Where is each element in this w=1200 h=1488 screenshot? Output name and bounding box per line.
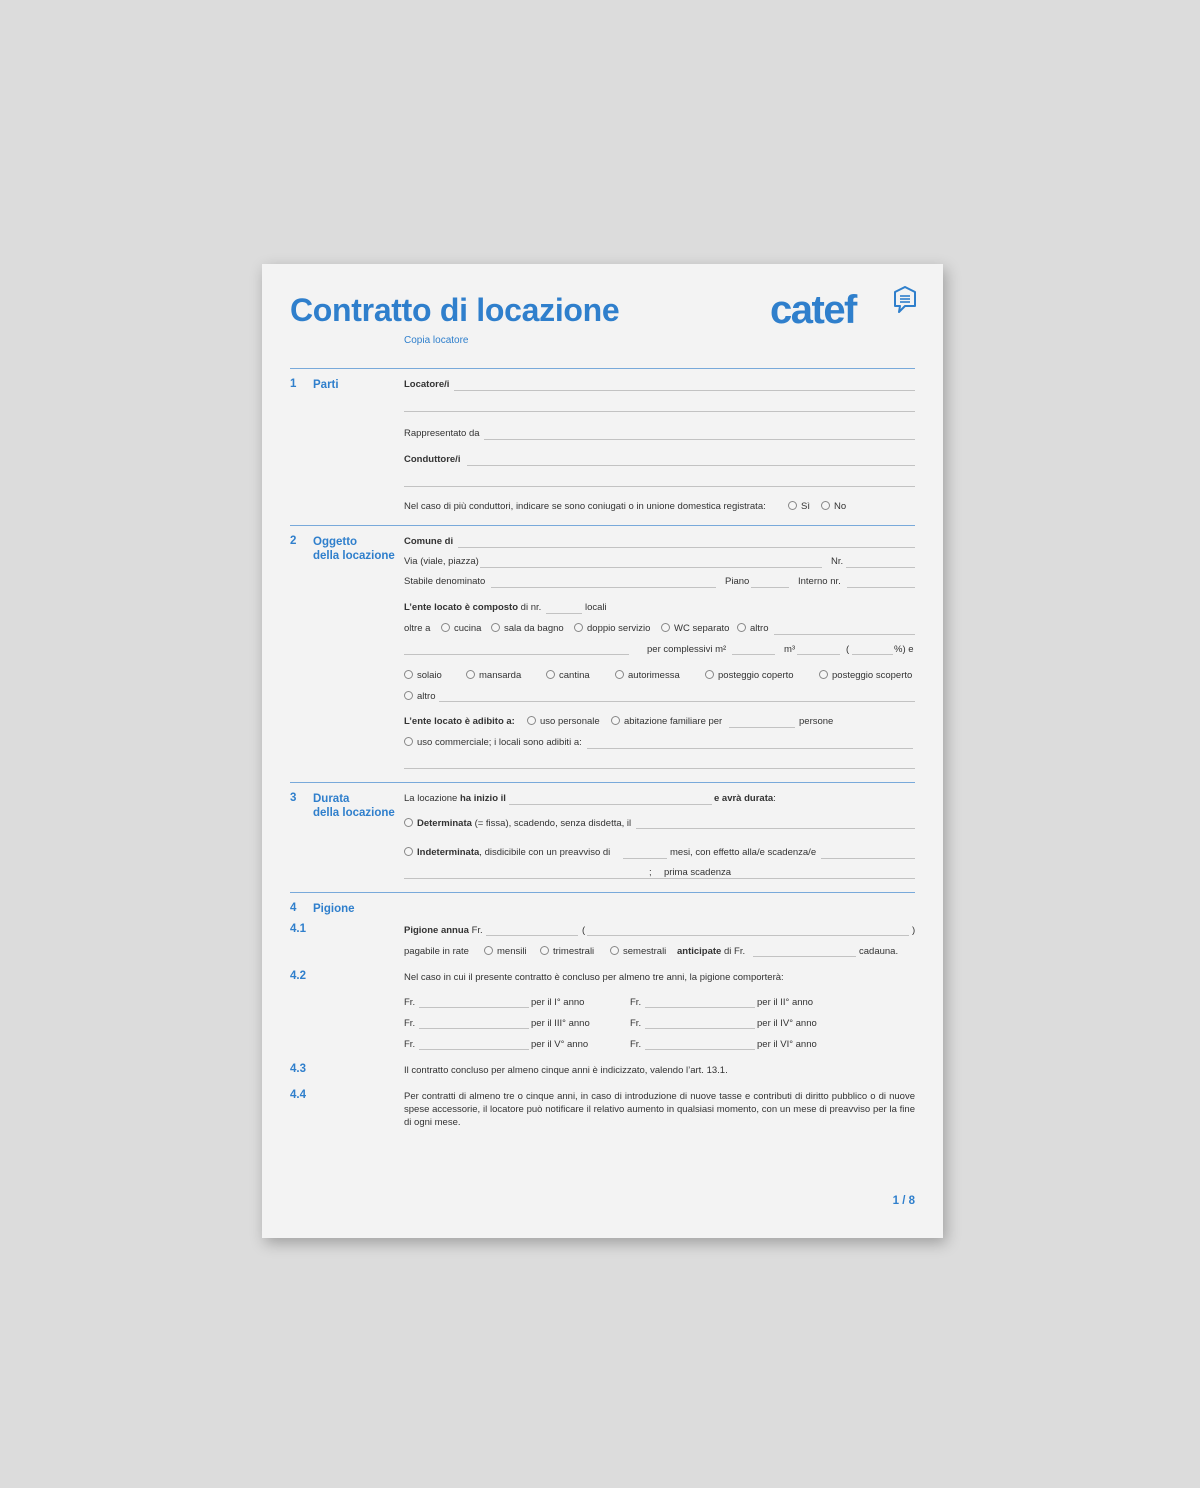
option-label: altro bbox=[750, 623, 769, 634]
comune-field[interactable] bbox=[458, 547, 915, 548]
logo-text: catef bbox=[770, 288, 856, 332]
per-complessivi-label: per complessivi m² bbox=[647, 644, 727, 655]
page-subtitle: Copia locatore bbox=[404, 335, 469, 346]
stabile-label: Stabile denominato bbox=[404, 576, 486, 587]
inizio-field[interactable] bbox=[509, 804, 712, 805]
determinata-bold: Determinata bbox=[417, 818, 472, 829]
fr-label: Fr. bbox=[630, 997, 642, 1008]
option-altro-2[interactable] bbox=[404, 691, 435, 702]
section-title-line: Durata bbox=[313, 793, 350, 805]
stabile-field[interactable] bbox=[491, 587, 716, 588]
year6-field[interactable] bbox=[645, 1049, 755, 1050]
option-label: solaio bbox=[417, 670, 442, 681]
paren-open: ( bbox=[846, 644, 850, 655]
catef-logo bbox=[770, 288, 920, 332]
inizio-bold: ha inizio il bbox=[460, 793, 506, 804]
percent-field[interactable] bbox=[852, 654, 893, 655]
interno-field[interactable] bbox=[847, 587, 915, 588]
radio-circle-icon bbox=[615, 670, 624, 679]
option-mensili[interactable] bbox=[484, 946, 527, 957]
radio-circle-icon bbox=[484, 946, 493, 955]
nr-label: Nr. bbox=[831, 556, 844, 567]
radio-circle-icon bbox=[491, 623, 500, 632]
radio-circle-icon bbox=[404, 847, 413, 856]
interno-label: Interno nr. bbox=[798, 576, 841, 587]
year-label: per il II° anno bbox=[757, 997, 814, 1008]
section-title-line: Oggetto bbox=[313, 536, 358, 548]
radio-circle-icon bbox=[540, 946, 549, 955]
radio-circle-icon bbox=[610, 946, 619, 955]
divider bbox=[290, 525, 915, 526]
durata-label bbox=[714, 793, 776, 804]
rooms-extra-field[interactable] bbox=[404, 654, 629, 655]
subsection-number: 4.1 bbox=[290, 923, 306, 935]
section-title-line: della locazione bbox=[313, 550, 395, 562]
option-label: posteggio scoperto bbox=[832, 670, 913, 681]
option-abitazione-familiare[interactable] bbox=[611, 716, 722, 727]
radio-circle-icon bbox=[527, 716, 536, 725]
text-4-3: Il contratto concluso per almeno cinque anni è indicizzato, valendo l’art. 13.1. bbox=[404, 1065, 728, 1076]
fr-label: Fr. bbox=[404, 1018, 416, 1029]
radio-circle-icon bbox=[611, 716, 620, 725]
via-field[interactable] bbox=[480, 567, 822, 568]
cadauna-label: cadauna. bbox=[859, 946, 899, 957]
paren-close: ) bbox=[912, 925, 916, 936]
year3-field[interactable] bbox=[419, 1028, 529, 1029]
option-label: doppio servizio bbox=[587, 623, 651, 634]
option-label: semestrali bbox=[623, 946, 667, 957]
radio-circle-icon bbox=[821, 501, 830, 510]
radio-circle-icon bbox=[788, 501, 797, 510]
section-number: 1 bbox=[290, 378, 297, 390]
year4-field[interactable] bbox=[645, 1028, 755, 1029]
rata-field[interactable] bbox=[753, 956, 856, 957]
speech-bubble-icon bbox=[892, 286, 918, 316]
section-number: 3 bbox=[290, 792, 297, 804]
year-label: per il V° anno bbox=[531, 1039, 589, 1050]
uso-commerciale-field[interactable] bbox=[587, 748, 913, 749]
option-uso-commerciale[interactable] bbox=[404, 737, 582, 748]
option-label: posteggio coperto bbox=[718, 670, 794, 681]
durata-colon: : bbox=[773, 793, 776, 804]
pigione-annua-label bbox=[404, 925, 483, 936]
option-altro[interactable] bbox=[737, 623, 768, 634]
pigione-annua-words-field[interactable] bbox=[587, 935, 909, 936]
nel-caso-text: Nel caso in cui il presente contratto è concluso per almeno tre anni, la pigione comporterà: bbox=[404, 972, 784, 983]
contract-page bbox=[262, 264, 943, 1238]
option-wc-separato[interactable] bbox=[661, 623, 729, 634]
rappresentato-label: Rappresentato da bbox=[404, 428, 480, 439]
subsection-number: 4.2 bbox=[290, 970, 306, 982]
conduttore-field[interactable] bbox=[467, 465, 915, 466]
year-label: per il I° anno bbox=[531, 997, 585, 1008]
option-label: mansarda bbox=[479, 670, 522, 681]
year-label: per il III° anno bbox=[531, 1018, 590, 1029]
locatore-field[interactable] bbox=[454, 390, 915, 391]
piano-field[interactable] bbox=[751, 587, 789, 588]
paren-open: ( bbox=[582, 925, 586, 936]
m3-field[interactable] bbox=[797, 654, 840, 655]
option-label: sala da bagno bbox=[504, 623, 564, 634]
option-posteggio-coperto[interactable] bbox=[705, 670, 794, 681]
section-title-line: della locazione bbox=[313, 807, 395, 819]
subsection-number: 4.4 bbox=[290, 1089, 306, 1101]
radio-circle-icon bbox=[404, 818, 413, 827]
divider bbox=[290, 782, 915, 783]
section-title-pigione: Pigione bbox=[313, 903, 355, 915]
coniugati-question: Nel caso di più conduttori, indicare se sono coniugati o in unione domestica registrata: bbox=[404, 501, 766, 512]
via-label: Via (viale, piazza) bbox=[404, 556, 479, 567]
indeterminata-rest: , disdicibile con un preavviso di bbox=[479, 847, 611, 858]
radio-circle-icon bbox=[441, 623, 450, 632]
durata-bold: e avrà durata bbox=[714, 793, 774, 804]
percent-e-label: %) e bbox=[894, 644, 914, 655]
option-semestrali[interactable] bbox=[610, 946, 666, 957]
rappresentato-field[interactable] bbox=[484, 439, 915, 440]
section-title-parti: Parti bbox=[313, 379, 339, 391]
di-fr-label: di Fr. bbox=[724, 946, 746, 957]
determinata-field[interactable] bbox=[636, 828, 915, 829]
locatore-label: Locatore/i bbox=[404, 379, 450, 390]
scadenza-field[interactable] bbox=[821, 858, 915, 859]
determinata-rest: (= fissa), scadendo, senza disdetta, il bbox=[474, 818, 632, 829]
radio-circle-icon bbox=[404, 670, 413, 679]
year-label: per il IV° anno bbox=[757, 1018, 817, 1029]
radio-no[interactable] bbox=[821, 501, 846, 512]
radio-circle-icon bbox=[737, 623, 746, 632]
radio-circle-icon bbox=[404, 691, 413, 700]
radio-circle-icon bbox=[546, 670, 555, 679]
indeterminata-bold: Indeterminata bbox=[417, 847, 480, 858]
option-label: uso personale bbox=[540, 716, 600, 727]
year1-field[interactable] bbox=[419, 1007, 529, 1008]
radio-circle-icon bbox=[819, 670, 828, 679]
fr-label: Fr. bbox=[404, 997, 416, 1008]
option-posteggio-scoperto[interactable] bbox=[819, 670, 912, 681]
page-title: Contratto di locazione bbox=[290, 292, 620, 328]
composto-label bbox=[404, 602, 541, 613]
option-label: cucina bbox=[454, 623, 482, 634]
adibito-label: L’ente locato è adibito a: bbox=[404, 716, 515, 727]
composto-rest: di nr. bbox=[520, 602, 542, 613]
radio-circle-icon bbox=[661, 623, 670, 632]
option-uso-personale[interactable] bbox=[527, 716, 600, 727]
year2-field[interactable] bbox=[645, 1007, 755, 1008]
composto-bold: L’ente locato è composto bbox=[404, 602, 519, 613]
option-cantina[interactable] bbox=[546, 670, 590, 681]
fr-label: Fr. bbox=[471, 925, 483, 936]
locatore-field-2[interactable] bbox=[404, 411, 915, 412]
option-label: mensili bbox=[497, 946, 527, 957]
locali-label: locali bbox=[585, 602, 607, 613]
option-solaio[interactable] bbox=[404, 670, 442, 681]
radio-circle-icon bbox=[466, 670, 475, 679]
prima-scadenza-label: prima scadenza bbox=[664, 867, 732, 878]
option-doppio-servizio[interactable] bbox=[574, 623, 650, 634]
option-mansarda[interactable] bbox=[466, 670, 521, 681]
option-cucina[interactable] bbox=[441, 623, 481, 634]
text-4-4: Per contratti di almeno tre o cinque anni, in caso di introduzione di nuove tasse e contributi di diritto pubblico o di nuove spese accessorie, il locatore può notificare il relativo aumento in qualsiasi momento, con un mese di preavviso per la fine di ogni mese. bbox=[404, 1091, 915, 1128]
option-label: altro bbox=[417, 691, 436, 702]
persone-label: persone bbox=[799, 716, 834, 727]
m2-field[interactable] bbox=[732, 654, 775, 655]
option-label: WC separato bbox=[674, 623, 730, 634]
nr-field[interactable] bbox=[846, 567, 915, 568]
altro-2-field[interactable] bbox=[439, 701, 915, 702]
inizio-label bbox=[404, 793, 506, 804]
anticipate-bold: anticipate bbox=[677, 946, 722, 957]
persone-field[interactable] bbox=[729, 727, 795, 728]
fr-label: Fr. bbox=[630, 1018, 642, 1029]
altro-field[interactable] bbox=[774, 634, 915, 635]
divider bbox=[290, 892, 915, 893]
page-number: 1 / 8 bbox=[892, 1195, 915, 1207]
option-trimestrali[interactable] bbox=[540, 946, 594, 957]
year5-field[interactable] bbox=[419, 1049, 529, 1050]
radio-no-label: No bbox=[834, 501, 847, 512]
option-label: autorimessa bbox=[628, 670, 680, 681]
radio-si-label: Sì bbox=[801, 501, 810, 512]
oltre-a-label: oltre a bbox=[404, 623, 431, 634]
conduttore-field-2[interactable] bbox=[404, 486, 915, 487]
preavviso-field[interactable] bbox=[623, 858, 667, 859]
section-number: 2 bbox=[290, 535, 297, 547]
mesi-label: mesi, con effetto alla/e scadenza/e bbox=[670, 847, 817, 858]
option-autorimessa[interactable] bbox=[615, 670, 680, 681]
option-sala-da-bagno[interactable] bbox=[491, 623, 564, 634]
option-indeterminata[interactable] bbox=[404, 847, 610, 858]
option-label: trimestrali bbox=[553, 946, 595, 957]
pagabile-label: pagabile in rate bbox=[404, 946, 469, 957]
fr-label: Fr. bbox=[404, 1039, 416, 1050]
uso-commerciale-field-2[interactable] bbox=[404, 768, 915, 769]
radio-circle-icon bbox=[404, 737, 413, 746]
anticipate-label bbox=[677, 946, 745, 957]
piano-label: Piano bbox=[725, 576, 750, 587]
semicolon: ; bbox=[649, 867, 652, 878]
radio-circle-icon bbox=[705, 670, 714, 679]
radio-si[interactable] bbox=[788, 501, 810, 512]
subsection-number: 4.3 bbox=[290, 1063, 306, 1075]
option-label: uso commerciale; i locali sono adibiti a: bbox=[417, 737, 582, 748]
m3-label: m³ bbox=[784, 644, 796, 655]
pigione-annua-field[interactable] bbox=[486, 935, 578, 936]
pigione-annua-bold: Pigione annua bbox=[404, 925, 469, 936]
option-label: cantina bbox=[559, 670, 590, 681]
inizio-pre: La locazione bbox=[404, 793, 458, 804]
comune-label: Comune di bbox=[404, 536, 454, 547]
section-title-oggetto bbox=[313, 535, 395, 563]
section-title-durata bbox=[313, 792, 395, 820]
fr-label: Fr. bbox=[630, 1039, 642, 1050]
locali-count-field[interactable] bbox=[546, 613, 582, 614]
section-number: 4 bbox=[290, 902, 297, 914]
radio-circle-icon bbox=[574, 623, 583, 632]
option-label: abitazione familiare per bbox=[624, 716, 723, 727]
conduttore-label: Conduttore/i bbox=[404, 454, 461, 465]
option-determinata[interactable] bbox=[404, 818, 631, 829]
divider bbox=[290, 368, 915, 369]
year-label: per il VI° anno bbox=[757, 1039, 817, 1050]
prima-scadenza-field[interactable] bbox=[596, 878, 915, 879]
